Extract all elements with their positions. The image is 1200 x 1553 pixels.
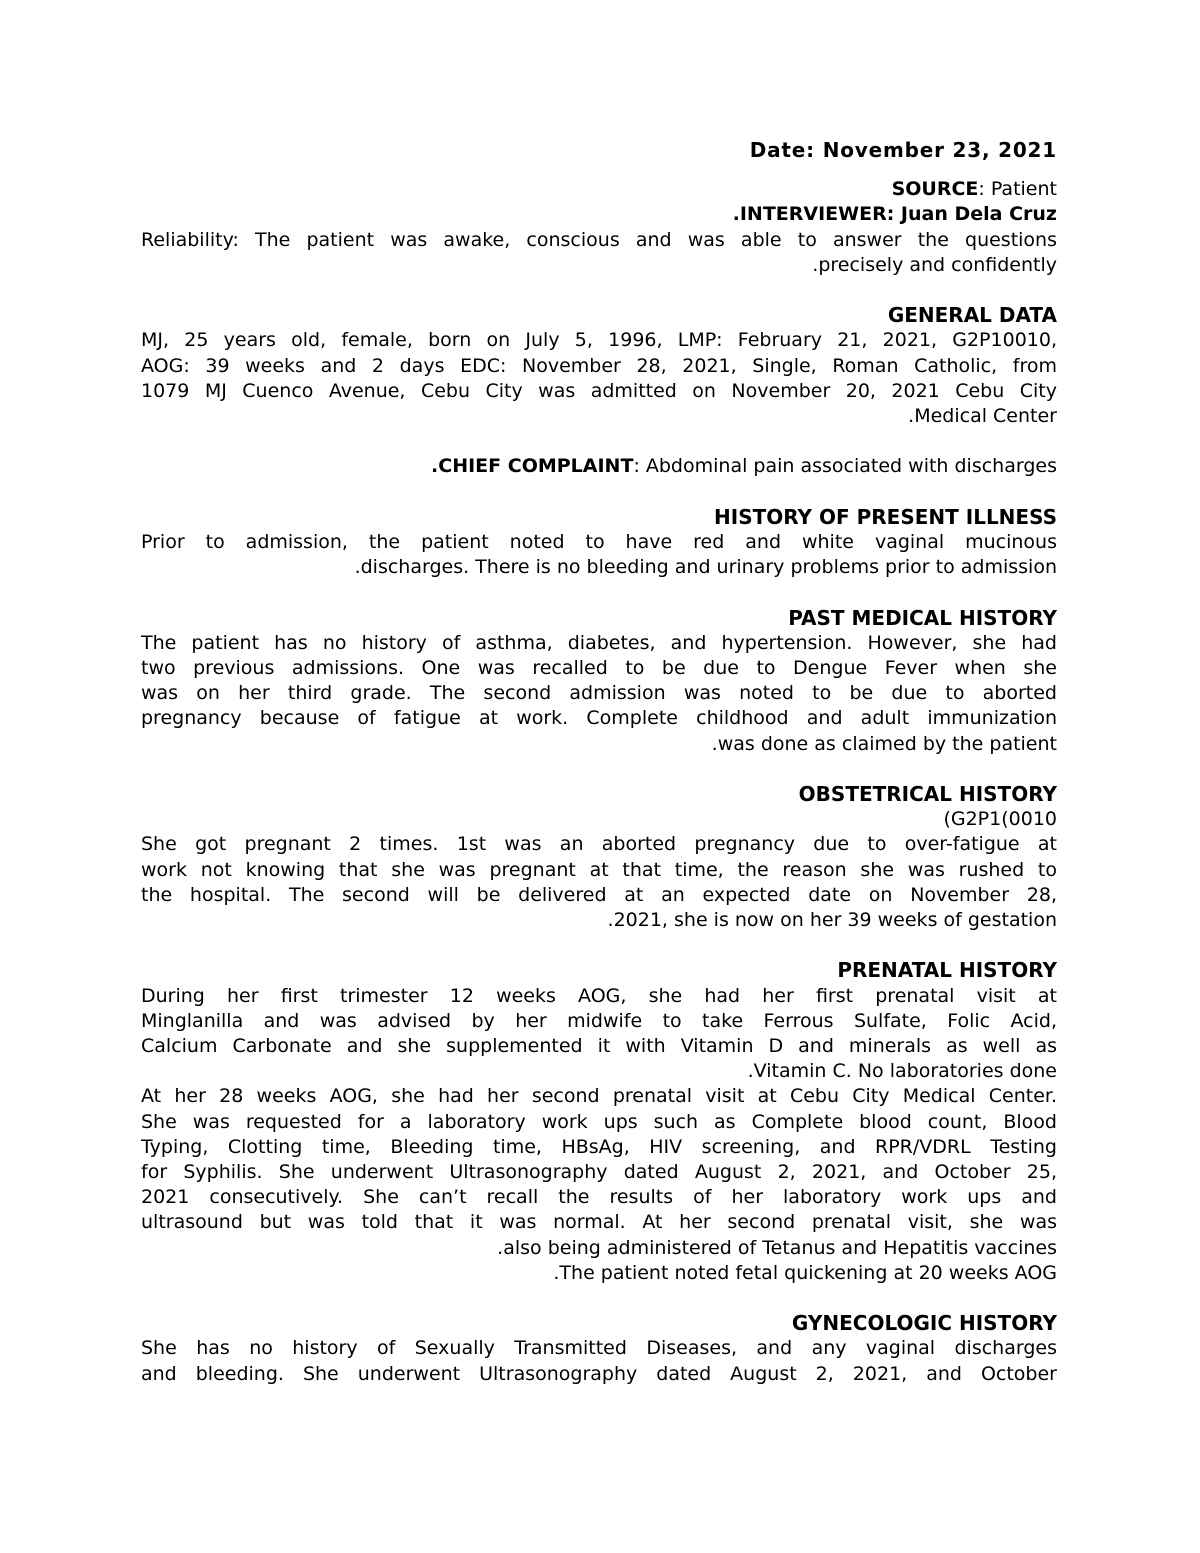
obstetrical-heading: OBSTETRICAL HISTORY [798, 782, 1057, 806]
prenatal-line: 2021 consecutively. She can’t recall the results of her laboratory work ups and [141, 1186, 1057, 1209]
prenatal-line: Calcium Carbonate and she supplemented it with Vitamin D and minerals as well as [141, 1035, 1057, 1058]
chief-complaint-value: : Abdominal pain associated with discharges [633, 455, 1057, 478]
gynecologic-line: and bleeding. She underwent Ultrasonography dated August 2, 2021, and October [141, 1362, 1057, 1385]
prenatal-line: At her 28 weeks AOG, she had her second prenatal visit at Cebu City Medical Center. [141, 1085, 1057, 1108]
past-medical-line: two previous admissions. One was recalled to be due to Dengue Fever when she [141, 657, 1057, 679]
source-value: : Patient [978, 178, 1057, 201]
chief-complaint-label: .CHIEF COMPLAINT [431, 455, 634, 478]
prenatal-line: .The patient noted fetal quickening at 20 weeks AOG [553, 1261, 1057, 1284]
present-illness-line: Prior to admission, the patient noted to have red and white vaginal mucinous [141, 531, 1057, 553]
past-medical-line: The patient has no history of asthma, diabetes, and hypertension. However, she had [141, 631, 1057, 654]
prenatal-line: .Vitamin C. No laboratories done [747, 1060, 1057, 1083]
prenatal-line: Typing, Clotting time, Bleeding time, HBsAg, HIV screening, and RPR/VDRL Testing [141, 1135, 1057, 1158]
source-line [141, 177, 1057, 202]
obstetrical-line: the hospital. The second will be delivered at an expected date on November 28, [141, 883, 1057, 906]
prenatal-line: .also being administered of Tetanus and Hepatitis vaccines [497, 1236, 1057, 1259]
general-data-heading: GENERAL DATA [887, 303, 1057, 328]
gynecologic-line: She has no history of Sexually Transmitted Diseases, and any vaginal discharges [141, 1337, 1057, 1360]
gynecologic-heading: GYNECOLOGIC HISTORY [791, 1311, 1057, 1336]
interviewer-line: .INTERVIEWER: Juan Dela Cruz [732, 203, 1057, 226]
prenatal-line: During her first trimester 12 weeks AOG, she had her first prenatal visit at [141, 984, 1057, 1007]
general-data-line: AOG: 39 weeks and 2 days EDC: November 28, 2021, Single, Roman Catholic, from [141, 354, 1057, 377]
prenatal-line: for Syphilis. She underwent Ultrasonography dated August 2, 2021, and October 25, [141, 1161, 1057, 1184]
general-data-line: 1079 MJ Cuenco Avenue, Cebu City was admitted on November 20, 2021 Cebu City [141, 379, 1057, 402]
past-medical-heading: PAST MEDICAL HISTORY [788, 605, 1057, 630]
past-medical-line: was on her third grade. The second admission was noted to be due to aborted [141, 682, 1057, 705]
obstetrical-code: (G2P1(0010 [943, 808, 1057, 831]
reliability-line-1: Reliability: The patient was awake, conscious and was able to answer the questions [141, 228, 1057, 251]
general-data-line: .Medical Center [908, 405, 1057, 428]
past-medical-line: pregnancy because of fatigue at work. Complete childhood and adult immunization [141, 707, 1057, 730]
prenatal-line: ultrasound but was told that it was normal. At her second prenatal visit, she was [141, 1211, 1057, 1234]
obstetrical-line: work not knowing that she was pregnant at that time, the reason she was rushed to [141, 858, 1057, 881]
obstetrical-line: She got pregnant 2 times. 1st was an aborted pregnancy due to over-fatigue at [141, 833, 1057, 856]
general-data-line: MJ, 25 years old, female, born on July 5, 1996, LMP: February 21, 2021, G2P10010, [141, 329, 1057, 352]
document-date: Date: November 23, 2021 [749, 138, 1057, 162]
present-illness-line: .discharges. There is no bleeding and urinary problems prior to admission [354, 556, 1057, 579]
prenatal-line: She was requested for a laboratory work ups such as Complete blood count, Blood [141, 1110, 1057, 1133]
obstetrical-line: .2021, she is now on her 39 weeks of gestation [607, 909, 1057, 932]
prenatal-line: Minglanilla and was advised by her midwife to take Ferrous Sulfate, Folic Acid, [141, 1009, 1057, 1032]
present-illness-heading: HISTORY OF PRESENT ILLNESS [714, 504, 1057, 529]
document-body [141, 138, 1057, 1387]
prenatal-heading: PRENATAL HISTORY [837, 958, 1057, 983]
past-medical-line: .was done as claimed by the patient [711, 732, 1057, 755]
chief-complaint-line [141, 454, 1057, 479]
source-label: SOURCE [891, 178, 979, 201]
reliability-line-2: .precisely and confidently [812, 253, 1057, 276]
